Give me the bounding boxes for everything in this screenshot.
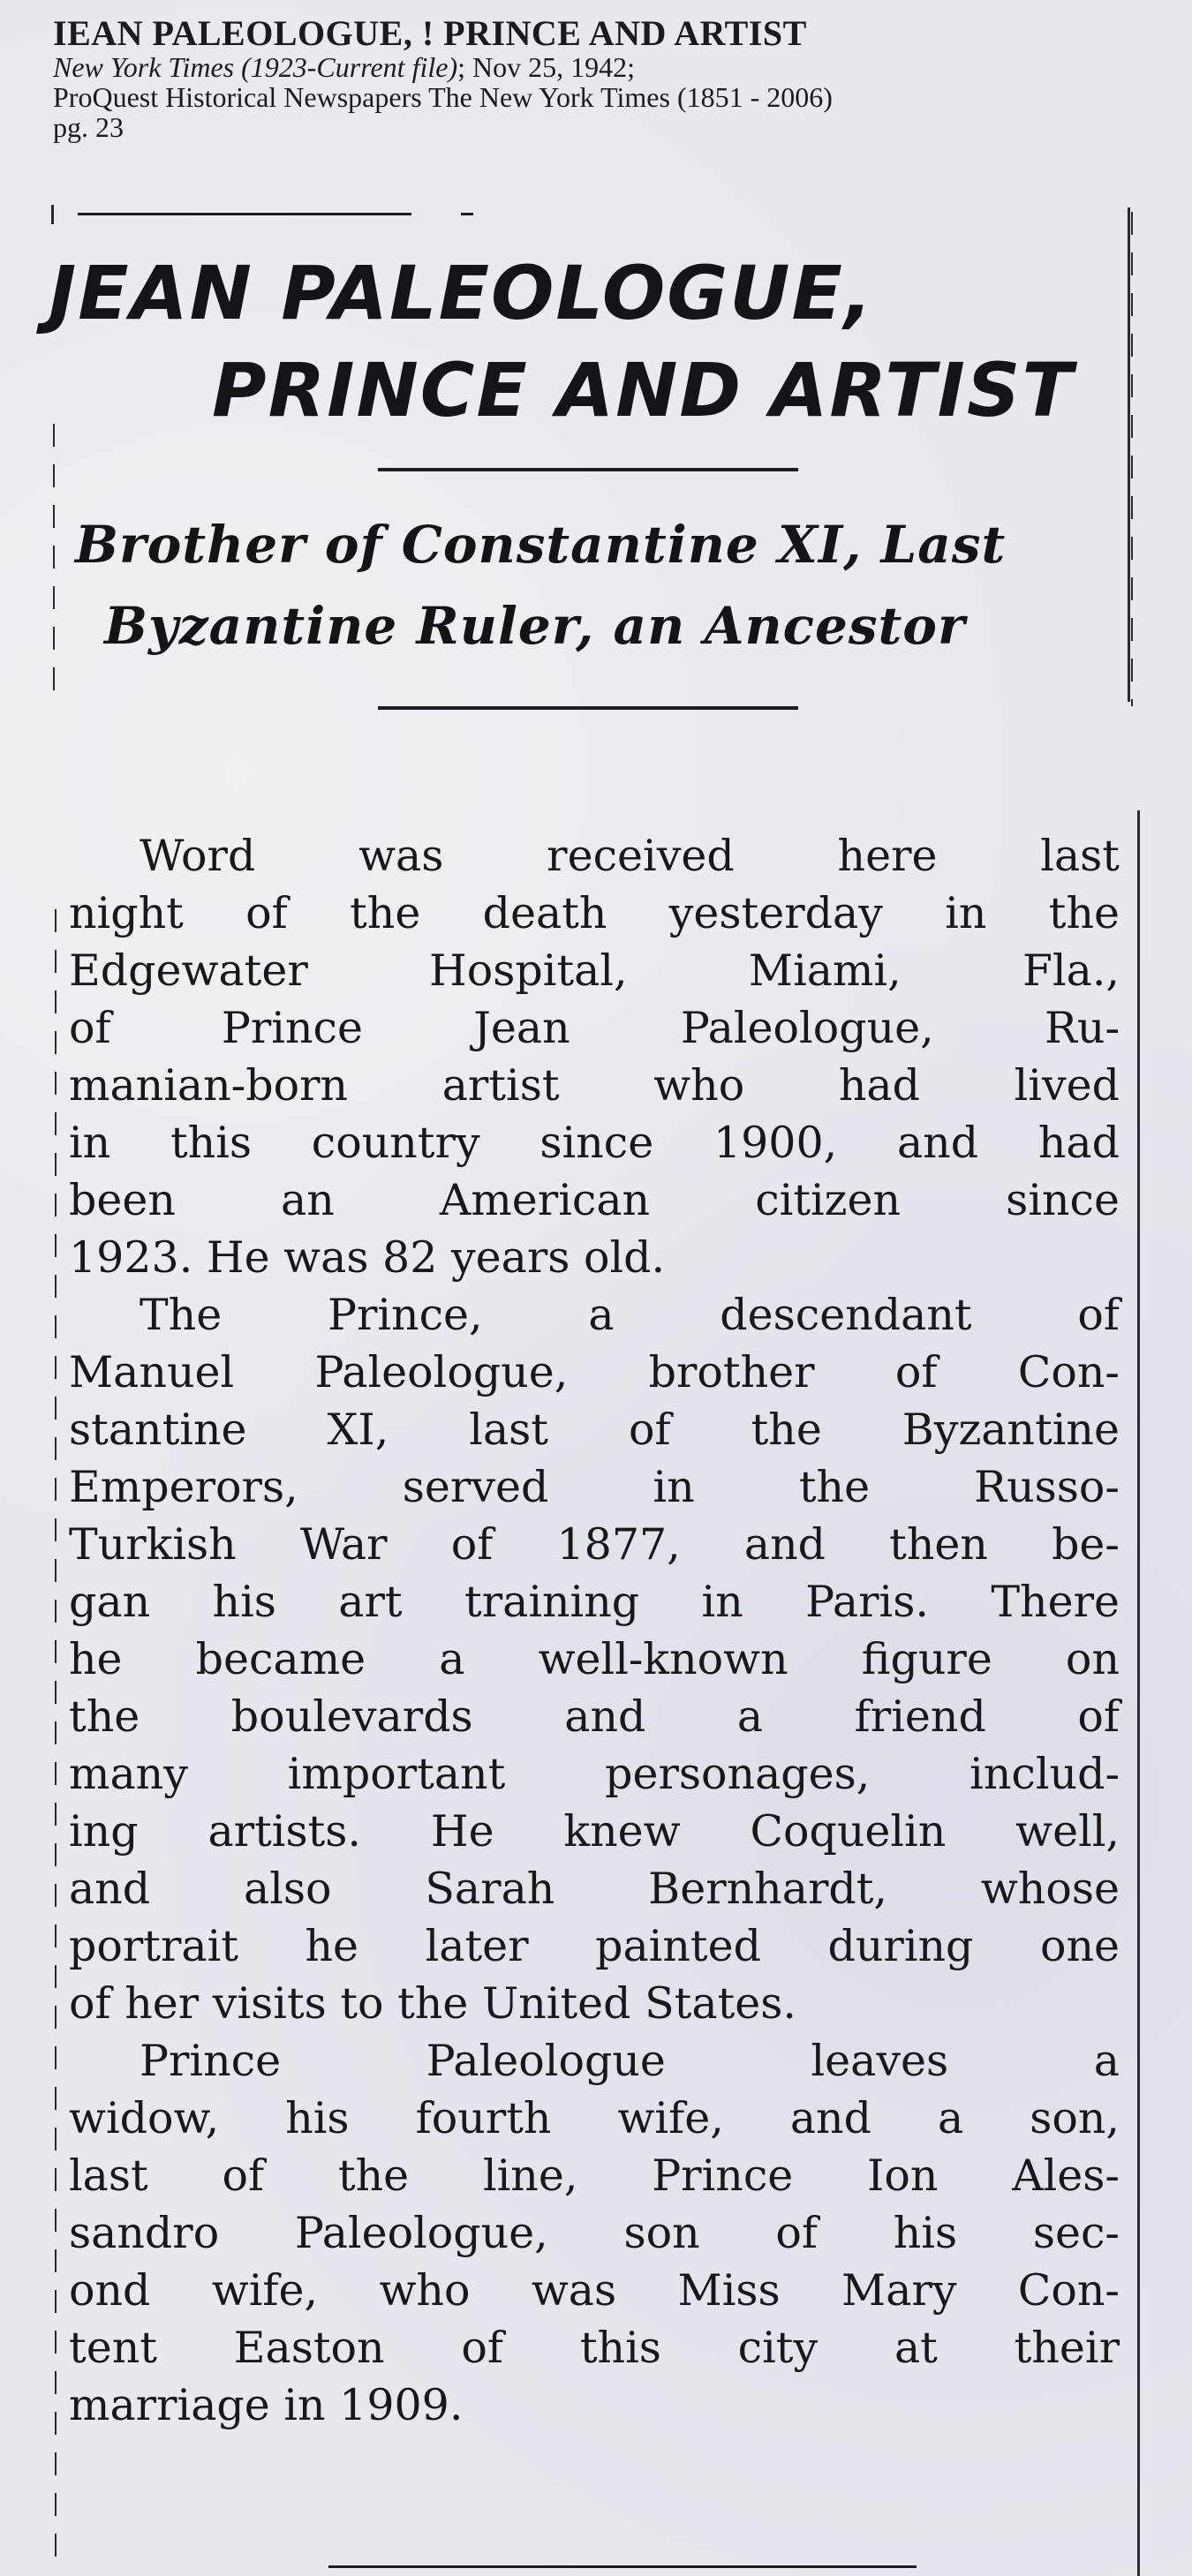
article-line: last of the line, Prince Ion Ales- [69,2150,1120,2201]
article-line: many important personages, includ- [69,1749,1120,1799]
article-line: stantine XI, last of the Byzantine [69,1405,1120,1455]
article-line: the boulevards and a friend of [69,1691,1120,1742]
citation-page: pg. 23 [53,111,124,143]
citation-source-name: New York Times (1923-Current file) [53,51,458,83]
article-line: The Prince, a descendant of [140,1290,1120,1340]
subheadline-line-1: Brother of Constantine XI, Last [75,515,1007,575]
subheadline-line-2: Byzantine Ruler, an Ancestor [104,596,966,656]
column-border-left-dashed [53,424,55,706]
article-line: Word was received here last [140,831,1120,881]
article-line: sandro Paleologue, son of his sec- [69,2208,1120,2258]
headline-rule [378,468,798,471]
article-line: tent Easton of this city at their [69,2323,1120,2373]
article-line: Turkish War of 1877, and then be- [69,1519,1120,1570]
article-line: ing artists. He knew Coquelin well, [69,1806,1120,1857]
headline-line-1: JEAN PALEOLOGUE, [49,250,874,336]
article-line: gan his art training in Paris. There [69,1577,1120,1627]
article-line: Edgewater Hospital, Miami, Fla., [69,945,1120,996]
bottom-rule [328,2565,917,2568]
column-border-right-body [1137,810,1140,2576]
article-line: of Prince Jean Paleologue, Ru- [69,1003,1120,1053]
article-line: night of the death yesterday in the [69,888,1120,938]
top-rule [78,213,411,215]
column-mark-left [51,205,54,224]
article-line: been an American citizen since [69,1175,1120,1225]
article-line: manian-born artist who had lived [69,1060,1120,1111]
headline-line-2: PRINCE AND ARTIST [212,347,1075,433]
article-line: portrait he later painted during one [69,1921,1120,1971]
article-line: widow, his fourth wife, and a son, [69,2093,1120,2143]
article-line: of her visits to the United States. [69,1978,796,2029]
column-border-left-body [55,909,57,2569]
article-line: 1923. He was 82 years old. [69,1232,666,1283]
article-line: Prince Paleologue leaves a [140,2036,1120,2086]
article-line: ond wife, who was Miss Mary Con- [69,2265,1120,2316]
citation-database: ProQuest Historical Newspapers The New York Times (1851 - 2006) [53,81,833,113]
citation-block [53,13,1113,143]
article-line: and also Sarah Bernhardt, whose [69,1864,1120,1914]
article-body [69,827,1120,2434]
article-line: marriage in 1909. [69,2380,464,2430]
citation-date: ; Nov 25, 1942; [457,51,635,83]
article-line: he became a well-known figure on [69,1634,1120,1684]
article-line: in this country since 1900, and had [69,1118,1120,1168]
subheadline-rule [378,706,798,710]
article-line: Manuel Paleologue, brother of Con- [69,1347,1120,1397]
citation-title: IEAN PALEOLOGUE, ! PRINCE AND ARTIST [53,13,807,53]
citation-source [53,53,1113,81]
article-line: Emperors, served in the Russo- [69,1462,1120,1512]
top-rule-dash [461,213,473,215]
